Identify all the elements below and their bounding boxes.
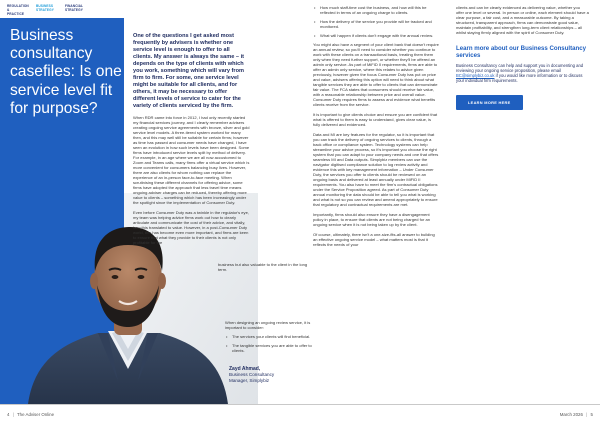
article-title: Business consultancy casefiles: Is one service level fit for purpose? — [10, 27, 122, 117]
article-paragraph: business but also valuable to the client in the long term. — [218, 262, 308, 273]
category-regulation[interactable]: REGULATION & PRACTICE — [7, 4, 29, 16]
list-item: • How the delivery of the service you provide will be tracked and monitored. — [320, 19, 439, 29]
footer-separator: | — [12, 412, 14, 417]
list-item: • What will happen if clients don't engage with the annual review. — [320, 33, 439, 38]
category-financial-strategy[interactable]: FINANCIAL STRATEGY — [65, 4, 84, 12]
article-paragraph: You might also have a segment of your client bank that doesn't require an annual review, so you'll need to consider whether you continue to work with these clients on a transactional basis, treating them them only when they need further support, or whether they'll be offered an admin only service. As part of MiFID II requirements, firms are able to offer an admin only service, where this relates to advice given previously, however given the focus Consumer Duty has put on price and value, advisers offering this option will need to think about what tangible services they are able to offer to clients that can demonstrate fair value. The FCA states that consumers should receive fair value, with a reasonable relationship between price and overall value. Consumer Duty requires firms to assess and evidence what benefits clients receive from the service. — [313, 41, 439, 108]
list-item: • How much staff-time cost the business, and how will this be reflected in terms of an ongoing charge to clients. — [320, 5, 439, 15]
article-paragraph: Of course, ultimately, there isn't a one-size-fits-all answer to building an effective ongoing service model – what matters most is that it reflects the needs of your — [313, 231, 435, 247]
article-paragraph: clients and can be clearly evidenced as delivering value, whether you offer one level or several. In person or online, each element should have a clear purpose, a fair cost, and a measurable outcome. By taking a structured, transparent approach, firms can demonstrate good value, maintain profitability, and strengthen long-term client relationships – all whilst staying firmly aligned with the spirit of Consumer Duty. — [456, 5, 589, 36]
article-paragraph: Importantly, firms should also ensure they have a disengagement policy in place, to ensure that clients are not being charged for an ongoing service when it is not being taken up by the client. — [313, 212, 430, 228]
article-column-3 — [456, 5, 589, 110]
cta-text-after: if you would like more information or to discuss your individual firm requirements. — [456, 73, 583, 84]
consider-list-continued — [313, 5, 439, 38]
category-nav — [7, 5, 85, 15]
article-paragraph: When RDR came into force in 2012, I had only recently started my financial services journey, and I clearly remember advisers creating ongoing service agreements with bronze, silver and gold service level models. A three-tiered system worked for many then, and this may well still be suitable for certain firms; however as time has passed and consumer needs have changed, I have seen an evolution in how such levels have been designed. Some firms have introduced service levels split by method of delivery. For example, in an age where we are all now accustomed to Zoom and Teams calls, many firms offer a virtual service which is more convenient for consumers balancing busy lives. However, there are also clients for whom nothing can replace the experience of an in-person face-to-face meeting. When scrutinising these different channels for offering advice, some firms have adopted the approach that less travel time means ongoing adviser charges can be reduced, thereby offering more value to clients – something which has been increasingly under the spotlight since the implementation of Consumer Duty. — [133, 114, 250, 206]
author-name: Zayd Ahmad, — [229, 366, 261, 372]
article-column-2 — [313, 5, 439, 252]
article-paragraph: When designing an ongoing review service, it is important to consider: — [225, 320, 311, 331]
cta-email-link[interactable]: BC@simplybiz.co.uk — [456, 73, 495, 79]
author-company: Manager, Simplybiz — [229, 378, 270, 384]
consider-list — [225, 334, 313, 353]
list-item: • The tangible services you are able to offer to clients. — [232, 343, 313, 353]
learn-more-button[interactable]: LEARN MORE HERE — [456, 95, 523, 110]
page-footer — [0, 404, 600, 424]
article-lead: One of the questions I get asked most frequently by advisers is whether one service level is enough to offer to all clients. My answer is always the same – it depends on the type of clients with which you work, something which will vary from firm to firm. For some, one service level might be suitable for all clients, and for others, it may be necessary to offer different levels of service to cater for the variety of clients serviced by the firm. — [133, 33, 244, 109]
author-byline — [229, 366, 309, 384]
cta-box — [456, 45, 589, 110]
article-column-1 — [133, 33, 250, 250]
cta-text — [456, 63, 589, 84]
cta-text-before: Business Consultancy can help and support you in documenting and reviewing your ongoing service proposition, please email — [456, 62, 584, 73]
category-business-strategy[interactable]: BUSINESS STRATEGY — [36, 4, 54, 12]
publication-name: The Adviser Online — [16, 412, 55, 417]
article-paragraph: Data and MI are key features for the regulator, so it is important that you can track the delivery of ongoing services to clients, through a back office or compliance system. Technology systems can help streamline your advice process, so it's important you choose the right system that you can adapt to your company needs and one that offers seamless MI and Data outputs. Simplybiz members can use the navigator digitised compliance solution to log review activity and evidence this with key management information – Under Consumer Duty, the services you offer to clients should be reviewed on an ongoing basis and delivered at least annually under MiFID II requirements. You also have to meet the firm's contractual obligations under the Service Proposition agreed. As part of Consumer Duty annual monitoring the data should be able to tell you what is working and what is not so you can review and amend appropriately to ensure that regulatory and contractual requirements are met. — [313, 131, 439, 208]
page-number-right: 5 — [590, 412, 593, 417]
cta-title: Learn more about our Business Consultancy services — [456, 45, 587, 60]
footer-separator: | — [586, 412, 588, 417]
article-wrap-text — [218, 262, 314, 272]
issue-date: March 2026 — [559, 412, 583, 417]
list-item: • The services your clients will find beneficial. — [232, 334, 313, 339]
article-paragraph: It is important to give clients choice and ensure you are confident that what is offered to them is easy to understand, gives clear value, is fully delivered and evidenced. — [313, 112, 438, 128]
footer-right — [560, 412, 593, 417]
article-wrap-list — [225, 320, 313, 357]
footer-left — [7, 412, 54, 417]
author-role: Business Consultancy — [229, 372, 275, 378]
article-paragraph: Even before Consumer Duty was a twinkle in the regulator's eye, my team was helping advice firms work out how to clearly articulate and communicate the cost of their advice, and vitally, how this translated to value. However, in a post-Consumer Duty world, this has become even more important, and firms are keen to ensure that what they provide to their clients is not only profitable for the — [133, 210, 249, 246]
page-number-left: 4 — [7, 412, 10, 417]
